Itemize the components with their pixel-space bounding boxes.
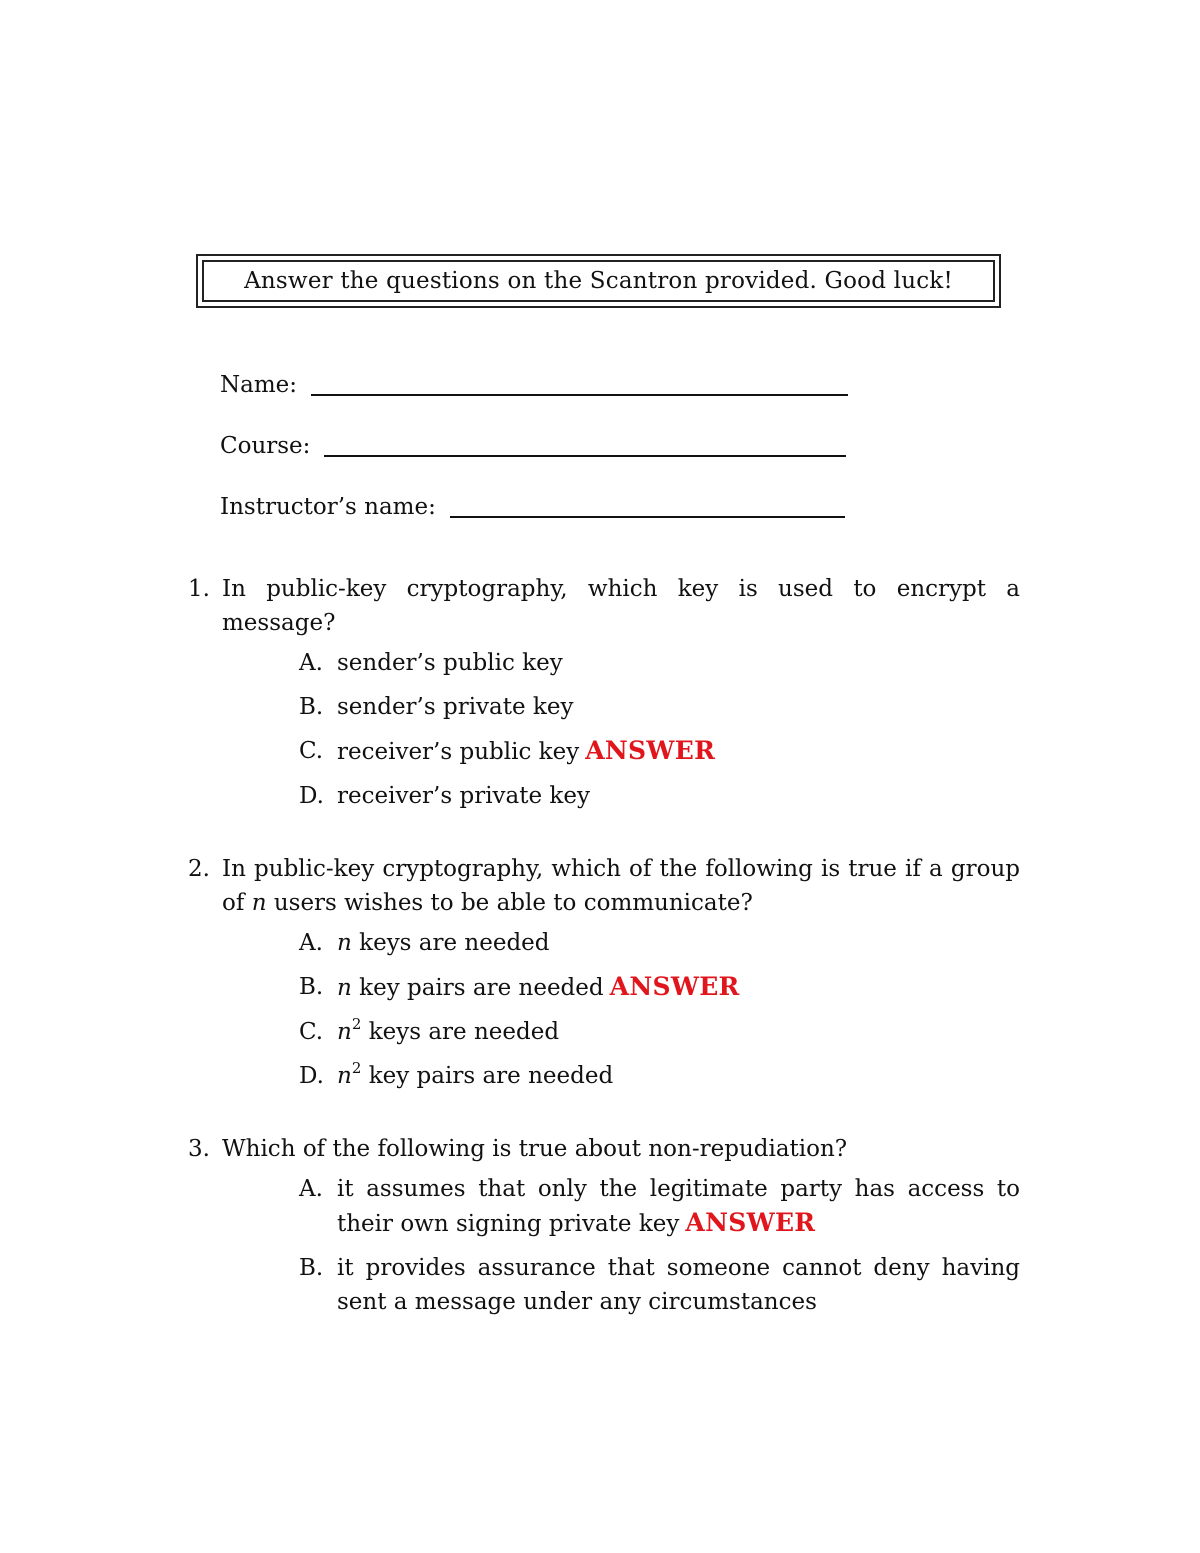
option-b[interactable] bbox=[299, 1251, 1020, 1319]
question-text: Which of the following is true about non-repudiation? bbox=[222, 1136, 848, 1162]
option-d[interactable] bbox=[299, 1059, 1020, 1093]
course-label: Course: bbox=[220, 433, 311, 459]
answer-marker: ANSWER bbox=[609, 972, 740, 1001]
option-letter: C. bbox=[299, 1019, 324, 1045]
option-b[interactable] bbox=[299, 970, 1020, 1005]
instructor-blank-line[interactable] bbox=[450, 516, 845, 518]
option-a[interactable] bbox=[299, 646, 1020, 680]
option-c[interactable] bbox=[299, 1015, 1020, 1049]
option-letter: B. bbox=[299, 694, 324, 720]
question-1 bbox=[188, 572, 1020, 823]
course-blank-line[interactable] bbox=[324, 455, 846, 457]
question-3 bbox=[188, 1132, 1020, 1329]
option-letter: C. bbox=[299, 738, 324, 764]
answer-marker: ANSWER bbox=[585, 736, 716, 765]
name-blank-line[interactable] bbox=[311, 394, 848, 396]
option-letter: B. bbox=[299, 1255, 324, 1281]
option-list bbox=[299, 926, 1020, 1093]
option-text: sender’s private key bbox=[337, 694, 574, 720]
course-field[interactable] bbox=[220, 423, 846, 459]
option-a[interactable] bbox=[299, 926, 1020, 960]
instructor-label: Instructor’s name: bbox=[220, 494, 436, 520]
option-letter: A. bbox=[299, 650, 323, 676]
question-number: 1. bbox=[188, 576, 210, 602]
option-a[interactable] bbox=[299, 1172, 1020, 1241]
option-text: key pairs are needed bbox=[359, 975, 604, 1001]
option-d[interactable] bbox=[299, 779, 1020, 813]
math-variable: n bbox=[337, 1019, 352, 1045]
math-variable: n bbox=[251, 890, 267, 916]
option-letter: B. bbox=[299, 974, 324, 1000]
question-text bbox=[222, 852, 1020, 920]
question-text-before: In public-key cryptography, which of the following is true if a group of bbox=[222, 856, 1020, 916]
option-text: it provides assurance that someone cannot deny having sent a message under any circumstances bbox=[337, 1255, 1020, 1315]
option-text: receiver’s private key bbox=[337, 783, 590, 809]
name-label: Name: bbox=[220, 372, 298, 398]
option-text: keys are needed bbox=[359, 930, 550, 956]
question-text: In public-key cryptography, which key is used to encrypt a message? bbox=[222, 576, 1020, 636]
name-field[interactable] bbox=[220, 362, 848, 398]
instructor-field[interactable] bbox=[220, 484, 845, 520]
option-letter: A. bbox=[299, 1176, 323, 1202]
option-list bbox=[299, 1172, 1020, 1319]
question-text-after: users wishes to be able to communicate? bbox=[273, 890, 753, 916]
option-letter: D. bbox=[299, 1063, 324, 1089]
option-text: it assumes that only the legitimate party has access to their own signing private key bbox=[337, 1176, 1020, 1237]
option-text: receiver’s public key bbox=[337, 739, 580, 765]
option-text: sender’s public key bbox=[337, 650, 563, 676]
math-variable: n bbox=[337, 1063, 352, 1089]
math-variable: n bbox=[337, 975, 352, 1001]
option-text: keys are needed bbox=[368, 1019, 560, 1045]
option-text: key pairs are needed bbox=[368, 1063, 614, 1089]
option-letter: A. bbox=[299, 930, 323, 956]
option-b[interactable] bbox=[299, 690, 1020, 724]
answer-marker: ANSWER bbox=[685, 1208, 816, 1237]
question-2 bbox=[188, 852, 1020, 1103]
question-number: 2. bbox=[188, 856, 210, 882]
math-variable: n bbox=[337, 930, 352, 956]
option-c[interactable] bbox=[299, 734, 1020, 769]
instructions-text: Answer the questions on the Scantron provided. Good luck! bbox=[202, 260, 995, 302]
superscript: 2 bbox=[351, 1059, 362, 1077]
option-list bbox=[299, 646, 1020, 813]
superscript: 2 bbox=[351, 1015, 362, 1033]
instructions-box bbox=[196, 254, 1001, 308]
option-letter: D. bbox=[299, 783, 324, 809]
question-number: 3. bbox=[188, 1136, 210, 1162]
